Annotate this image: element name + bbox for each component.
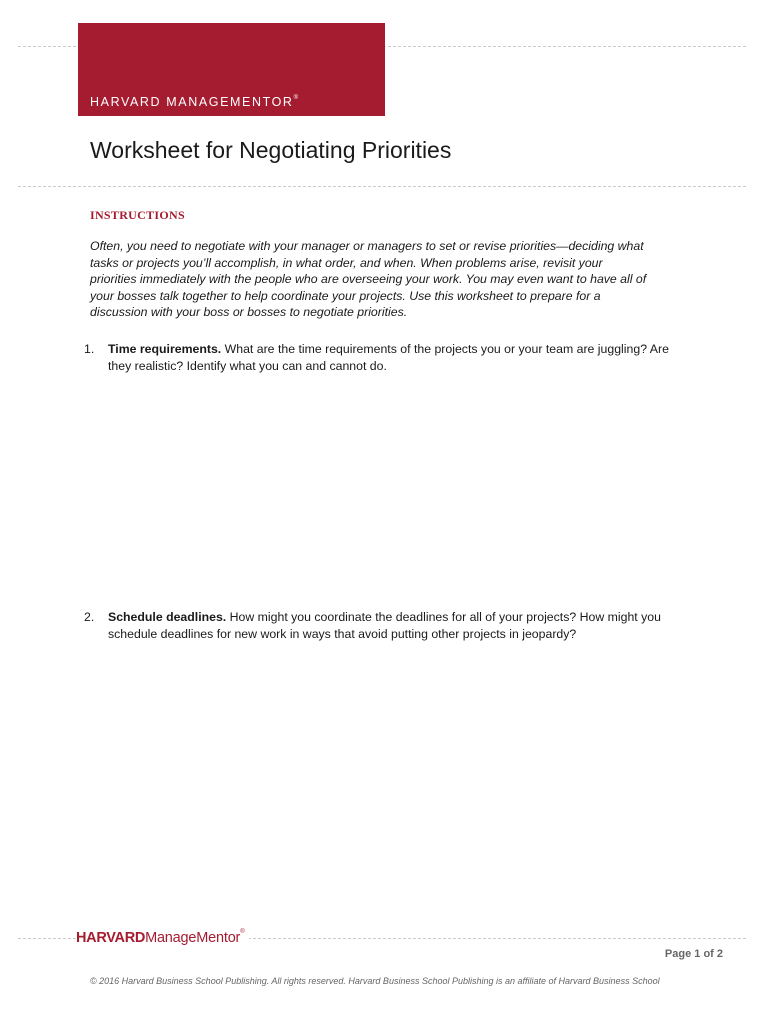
question-lead: Schedule deadlines. [108, 610, 227, 624]
question-text: How might you coordinate the deadlines for all of your projects? How might you schedule deadlines for new work in ways that avoid putting other projects in jeopardy? [108, 610, 661, 641]
instructions-text: Often, you need to negotiate with your manager or managers to set or revise priorities—deciding what tasks or projects you’ll accomplish, in what order, and when. When problems arise, revisit your priorities immediately with the people who are overseeing your work. You may even want to have all of your bosses talk together to help coordinate your projects. Use this worksheet to prepare for a discussion with your boss or bosses to negotiate priorities. [90, 239, 647, 319]
footer-logo-light: ManageMentor [145, 930, 241, 946]
question-body [108, 609, 694, 642]
question-text: What are the time requirements of the projects you or your team are juggling? Are they realistic? Identify what you can and cannot do. [108, 342, 669, 373]
question-number: 2. [84, 610, 95, 624]
page-number: Page 1 of 2 [664, 948, 723, 960]
footer-logo-bold: HARVARD [76, 930, 146, 946]
question-lead: Time requirements. [108, 342, 222, 356]
title-divider [18, 186, 746, 187]
copyright-notice: © 2016 Harvard Business School Publishing. All rights reserved. Harvard Business School Publishing is an affiliate of Harvard Business School [90, 976, 660, 986]
brand-wordmark: HARVARD MANAGEMENTOR® [90, 95, 298, 109]
question-item [84, 609, 694, 642]
document-title: Worksheet for Negotiating Priorities [90, 137, 452, 163]
footer-logo-mark: ® [240, 929, 245, 935]
question-item [84, 341, 694, 374]
question-number: 1. [84, 342, 95, 356]
instructions-heading: INSTRUCTIONS [90, 208, 185, 222]
brand-banner [78, 23, 385, 116]
footer-logo [76, 929, 249, 947]
question-body [108, 341, 694, 374]
